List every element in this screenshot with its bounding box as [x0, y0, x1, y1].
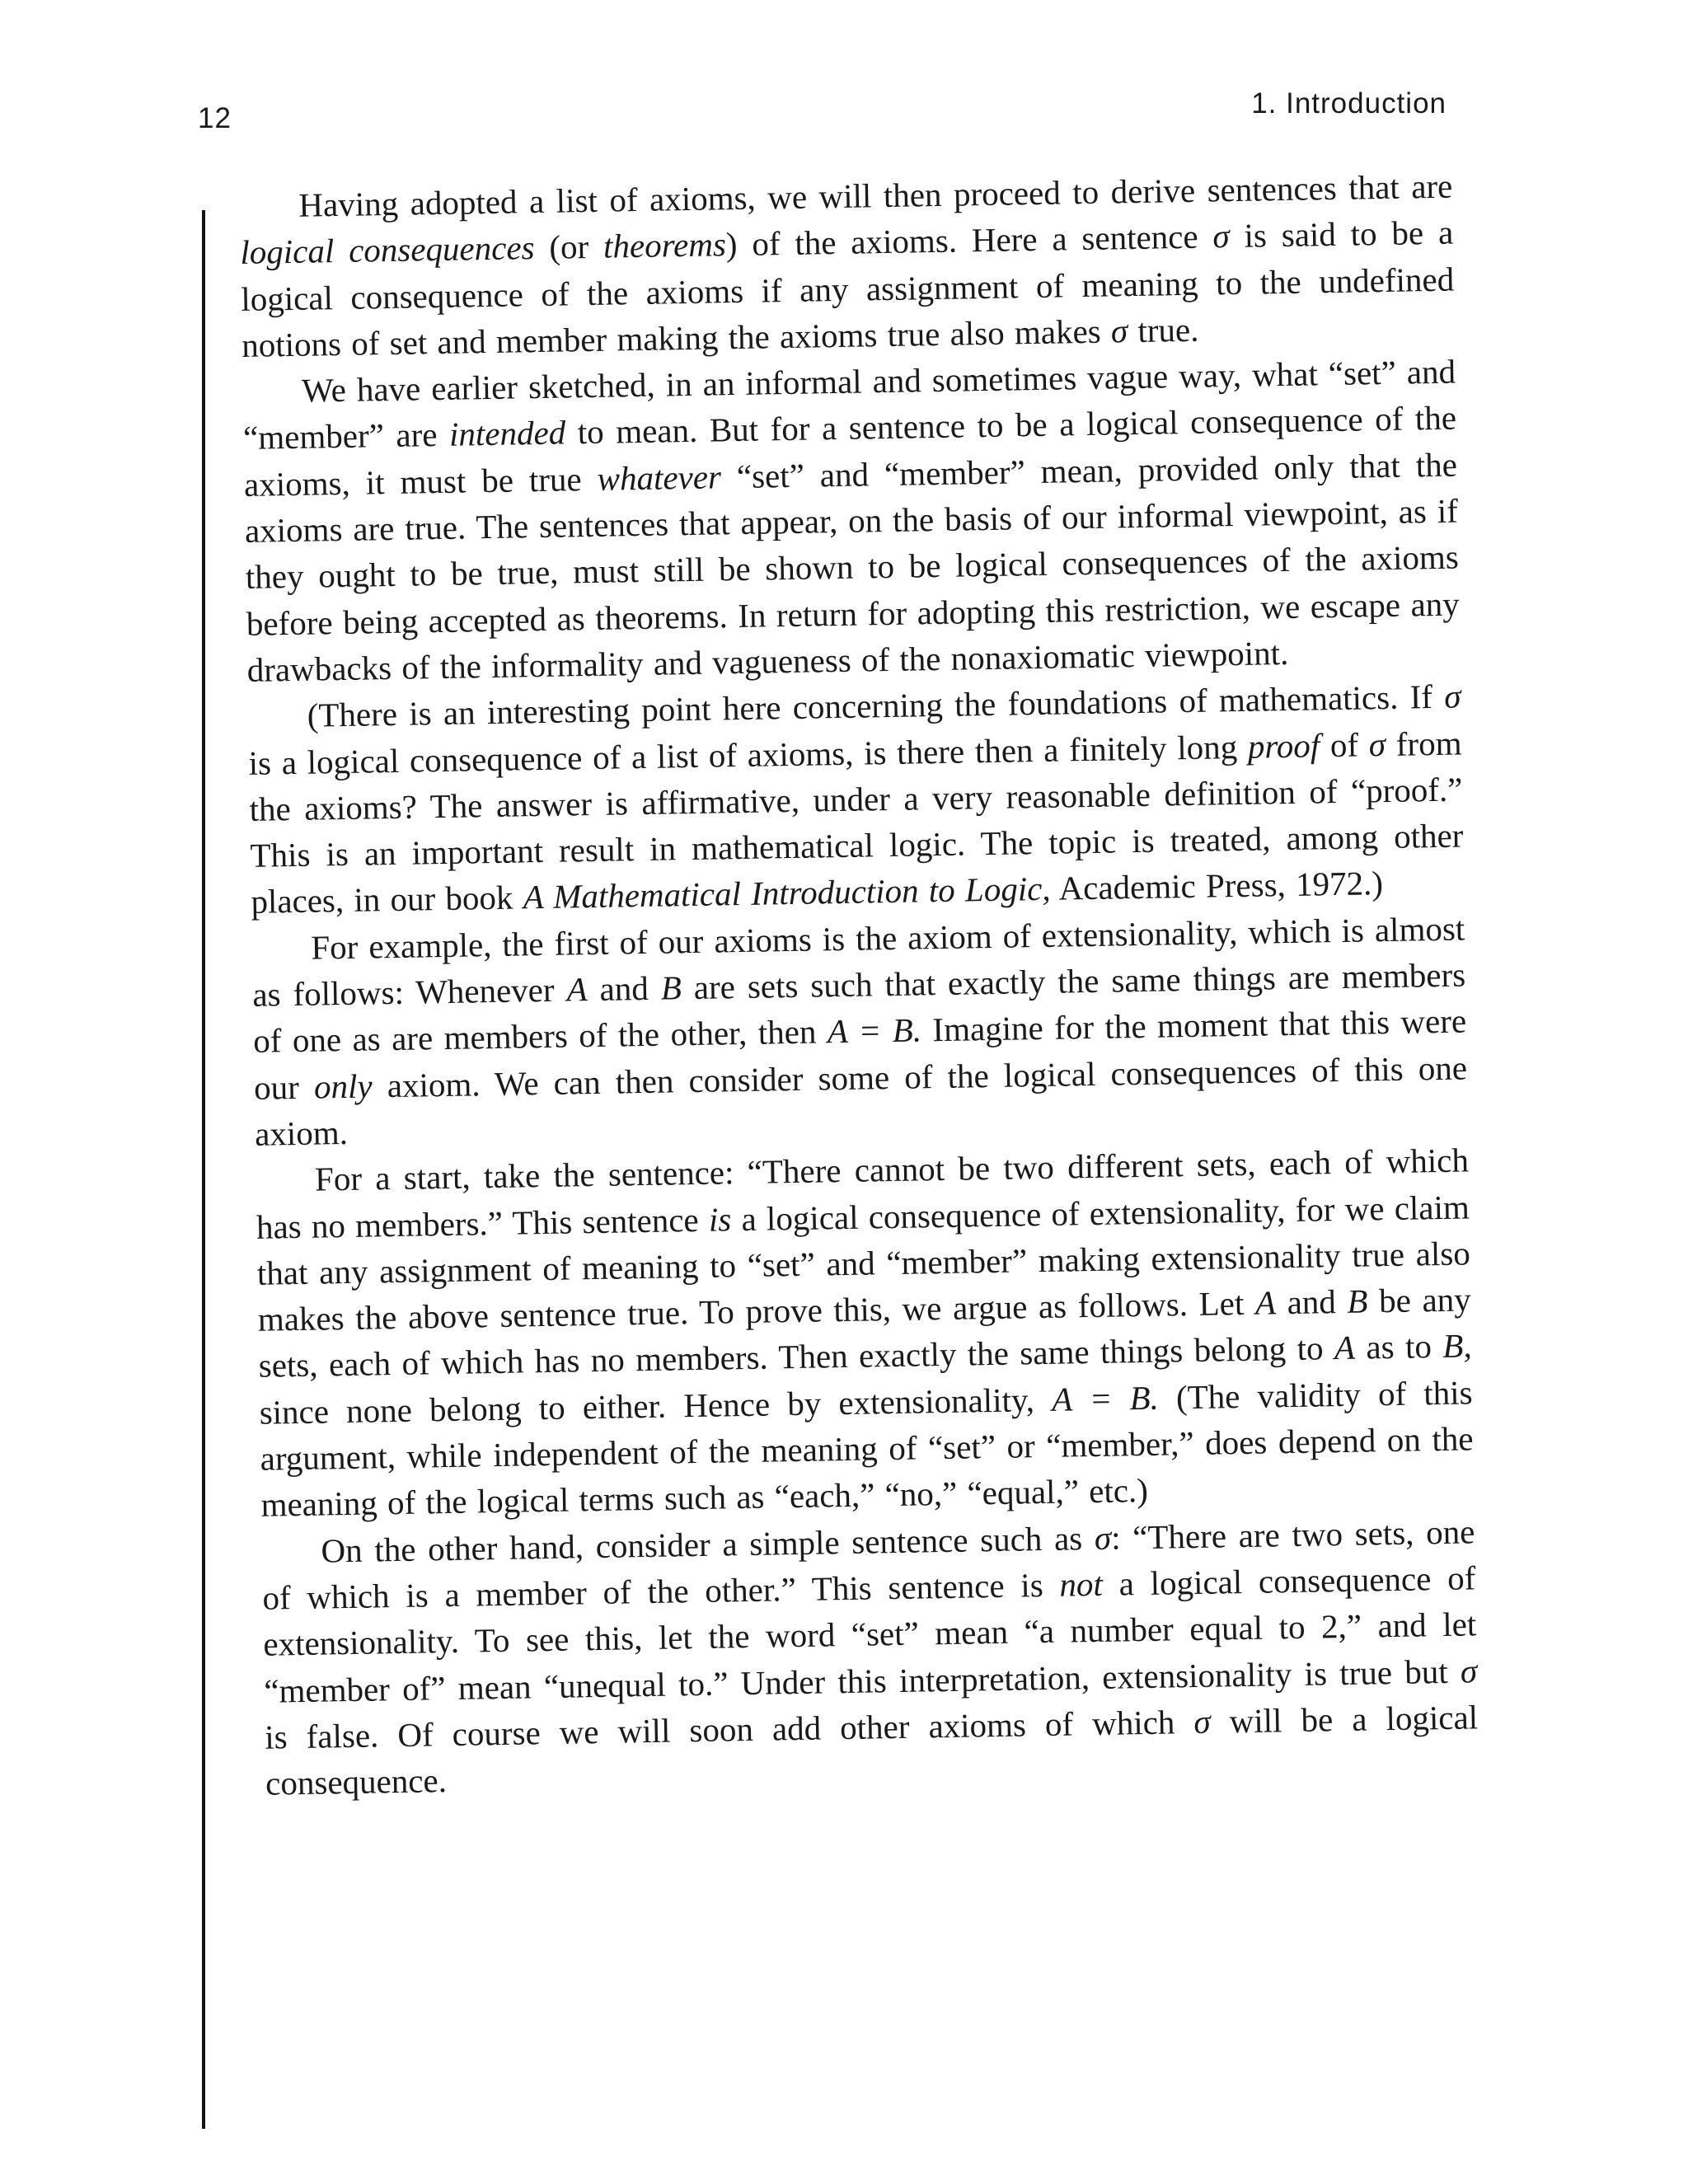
paragraph-5: For a start, take the sentence: “There cannot be two different sets, each of which has no members.” This sentence is a logical consequence of extensionality, for we claim that any assignment of meaning to “set” and “member” making extensionality true also makes the above sentence true. To prove this, we argue as follows. Let A and B be any sets, each of which has no members. Then exactly the same things belong to A as to B, since none belong to either. Hence by extensionality, A = B. (The validity of this argument, while independent of the meaning of “set” or “member,” does depend on the meaning of the logical terms such as “each,” “no,” “equal,” etc.) [256, 1141, 1474, 1525]
paragraph-2: We have earlier sketched, in an informal and sometimes vague way, what “set” and “member” are intended to mean. But for a sentence to be a logical consequence of the axioms, it must be true whatever “set” and “member” mean, provided only that the axioms are true. The sentences that appear, on the basis of our informal viewpoint, as if they ought to be true, must still be shown to be logical consequences of the axioms before being accepted as theorems. In return for adopting this restriction, we escape any drawbacks of the informality and vagueness of the nonaxiomatic viewpoint. [242, 352, 1461, 689]
body-text [239, 163, 1479, 1807]
paragraph-4: For example, the first of our axioms is the axiom of extensionality, which is almost as follows: Whenever A and B are sets such that exactly the same things are members of one as are members of the other, then A = B. Imagine for the moment that this were our only axiom. We can then consider some of the logical consequences of this one axiom. [251, 909, 1468, 1153]
page-number: 12 [198, 102, 232, 134]
running-head: 1. Introduction [1251, 87, 1447, 120]
paragraph-1: Having adopted a list of axioms, we will then proceed to derive sentences that are logical consequences (or theorems) of the axioms. Here a sentence σ is said to be a logical consequence of the axioms if any assignment of meaning to the undefined notions of set and member making the axioms true also makes σ true. [240, 166, 1455, 364]
paragraph-3: (There is an interesting point here concerning the foundations of mathematics. If σ is a logical consequence of a list of axioms, is there then a finitely long proof of σ from the axioms? The answer is affirmative, under a very reasonable definition of “proof.” This is an important result in mathematical logic. The topic is treated, among other places, in our book A Mathematical Introduction to Logic, Academic Press, 1972.) [248, 677, 1464, 921]
margin-change-bar [202, 210, 205, 2129]
paragraph-6: On the other hand, consider a simple sentence such as σ: “There are two sets, one of which is a member of the other.” This sentence is not a logical consequence of extensionality. To see this, let the word “set” mean “a number equal to 2,” and let “member of” mean “unequal to.” Under this interpretation, extensionality is true but σ is false. Of course we will soon add other axioms of which σ will be a logical consequence. [262, 1511, 1479, 1802]
